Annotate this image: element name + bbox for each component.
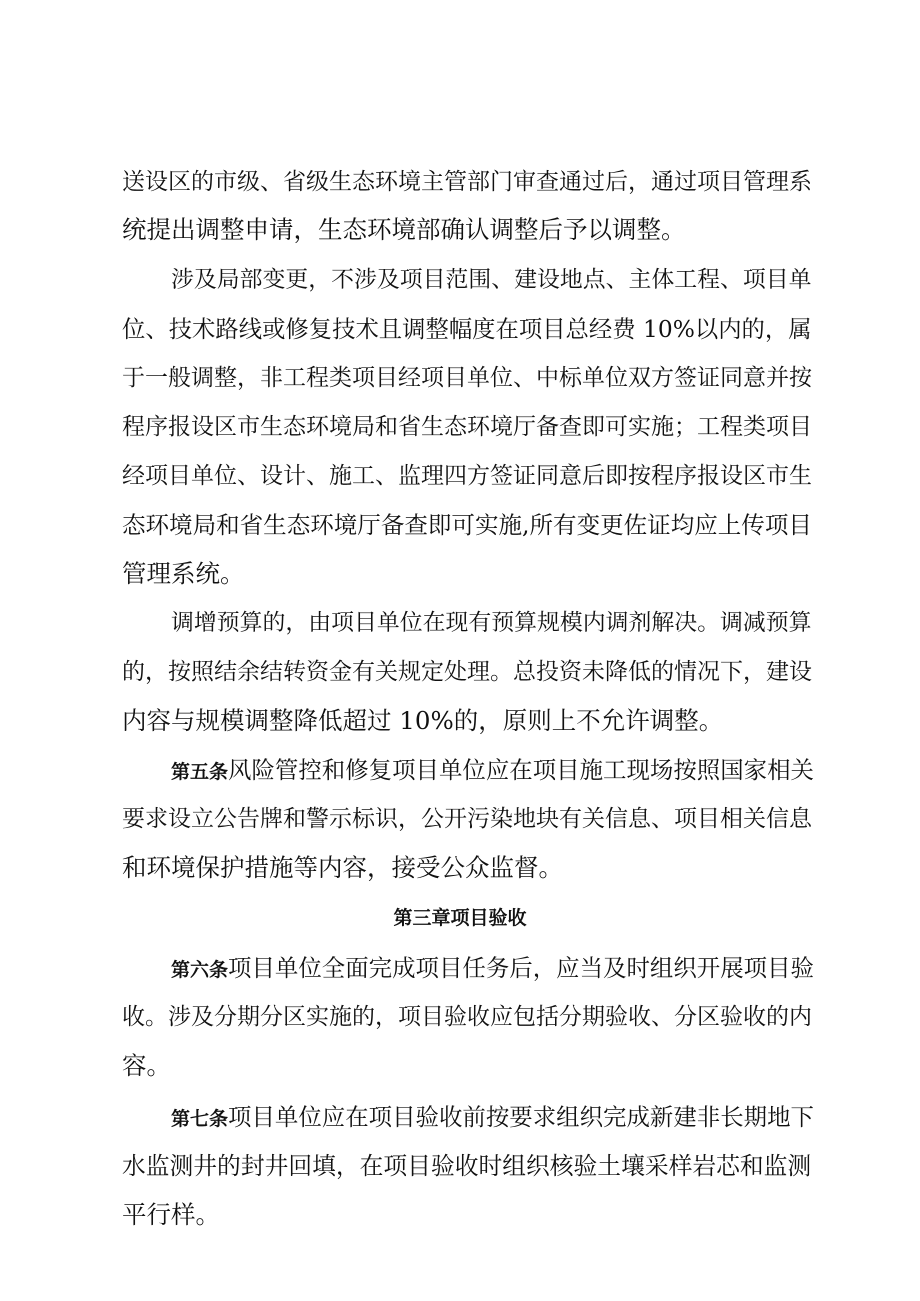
text-line: 管理系统。 xyxy=(122,559,245,588)
article-6-line-2 xyxy=(122,997,812,1037)
text-line: 于一般调整，非工程类项目经项目单位、中标单位双方签证同意并按 xyxy=(122,365,812,391)
text-line: 程序报设区市生态环境局和省生态环境厅备查即可实施；工程类项目 xyxy=(122,414,812,440)
article-7-line-3 xyxy=(122,1195,220,1235)
paragraph-2-line-7 xyxy=(122,554,245,594)
text-line: 水监测井的封井回填，在项目验收时组织核验土壤采样岩芯和监测 xyxy=(122,1152,812,1180)
paragraph-2-line-4 xyxy=(122,407,812,447)
text-line: 态环境局和省生态环境厅备查即可实施,所有变更佐证均应上传项目 xyxy=(122,511,812,539)
article-7-line-1 xyxy=(171,1097,814,1137)
text-line: 内容与规模调整降低超过 10%的，原则上不允许调整。 xyxy=(122,706,724,735)
paragraph-3-line-2 xyxy=(122,652,812,692)
article-label: 第七条 xyxy=(171,1108,229,1130)
article-5-line-3 xyxy=(122,848,563,888)
text-line: 要求设立公告牌和警示标识，公开污染地块有关信息、项目相关信息 xyxy=(122,806,812,832)
article-5-line-1 xyxy=(171,750,814,790)
text-line: 的，按照结余结转资金有关规定处理。总投资未降低的情况下，建设 xyxy=(122,659,812,685)
article-label: 第五条 xyxy=(171,761,229,783)
article-7-line-2 xyxy=(122,1146,811,1186)
text-line: 平行样。 xyxy=(122,1200,220,1229)
text-line: 位、技术路线或修复技术且调整幅度在项目总经费 10%以内的，属 xyxy=(122,315,812,343)
text-line: 调增预算的，由项目单位在现有预算规模内调剂解决。调减预算 xyxy=(171,610,812,636)
paragraph-2-line-1 xyxy=(171,260,812,300)
paragraph-3-line-1 xyxy=(171,603,812,643)
paragraph-2-line-6 xyxy=(122,505,812,545)
text-line: 涉及局部变更，不涉及项目范围、建设地点、主体工程、项目单 xyxy=(171,267,812,293)
paragraph-2-line-5 xyxy=(122,456,812,496)
paragraph-1-line-1 xyxy=(122,162,810,202)
paragraph-1-line-2 xyxy=(122,210,686,250)
article-label: 第六条 xyxy=(171,959,229,981)
article-5-line-2 xyxy=(122,799,812,839)
paragraph-3-line-3 xyxy=(122,701,723,741)
article-6-line-1 xyxy=(171,948,814,988)
text-line: 项目单位全面完成项目任务后，应当及时组织开展项目验 xyxy=(228,954,814,982)
text-line: 风险管控和修复项目单位应在项目施工现场按照国家相关 xyxy=(228,756,814,784)
text-line: 送设区的市级、省级生态环境主管部门审查通过后，通过项目管理系 xyxy=(122,169,812,195)
paragraph-2-line-2 xyxy=(122,309,812,349)
chapter-heading: 第三章项目验收 xyxy=(393,907,527,929)
text-line: 收。涉及分期分区实施的，项目验收应包括分期验收、分区验收的内 xyxy=(122,1004,812,1030)
text-line: 统提出调整申请，生态环境部确认调整后予以调整。 xyxy=(122,215,686,244)
text-line: 和环境保护措施等内容，接受公众监督。 xyxy=(122,853,563,882)
text-line: 容。 xyxy=(122,1051,171,1080)
text-line: 经项目单位、设计、施工、监理四方签证同意后即按程序报设区市生 xyxy=(122,463,812,489)
text-line: 项目单位应在项目验收前按要求组织完成新建非长期地下 xyxy=(228,1103,814,1131)
paragraph-2-line-3 xyxy=(122,358,812,398)
article-6-line-3 xyxy=(122,1046,171,1086)
